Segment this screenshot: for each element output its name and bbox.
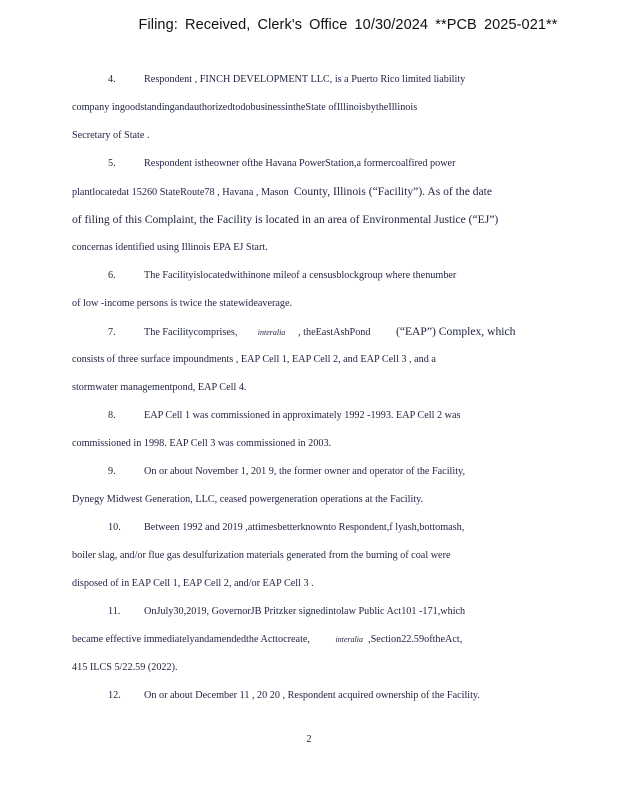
paragraph-number: 5. (108, 158, 116, 169)
line-text: Respondent , FINCH DEVELOPMENT LLC, is a Puerto Rico limited liability (144, 74, 466, 85)
paragraph-7 (72, 318, 544, 402)
paragraph-line (72, 682, 544, 710)
paragraph-number: 11. (108, 606, 121, 617)
paragraph-line (72, 514, 544, 542)
page-number: 2 (306, 734, 312, 745)
paragraph-10 (72, 514, 544, 598)
paragraph-line (72, 178, 544, 206)
line-text: Respondent istheowner ofthe Havana PowerStation,a formercoalfired power (144, 158, 456, 169)
paragraph-number: 8. (108, 410, 116, 421)
paragraph-9 (72, 458, 544, 514)
line-text: Between 1992 and 2019 ,attimesbetterknownto Respondent,f lyash,bottomash, (144, 522, 465, 533)
paragraph-line: company ingoodstandingandauthorizedtodobusinessintheState ofIllinoisbytheIllinois (72, 102, 418, 113)
paragraph-line: boiler slag, and/or flue gas desulfurization materials generated from the burning of coal were (72, 550, 451, 561)
line-text: , theEastAshPond (298, 327, 371, 338)
paragraph-number: 12. (108, 690, 121, 701)
paragraph-number: 6. (108, 270, 116, 281)
paragraph-line (72, 318, 544, 346)
line-text: The Facilitycomprises, (144, 327, 238, 338)
paragraph-line: Secretary of State . (72, 130, 150, 141)
paragraph-line (72, 262, 544, 290)
paragraph-line: 415 ILCS 5/22.59 (2022). (72, 662, 178, 673)
paragraph-number: 4. (108, 74, 116, 85)
paragraph-12 (72, 682, 544, 710)
line-text: The Facilityislocatedwithinone mileof a censusblockgroup where thenumber (144, 270, 457, 281)
paragraph-line (72, 458, 544, 486)
paragraph-line (72, 598, 544, 626)
line-text: On or about December 11 , 20 20 , Respondent acquired ownership of the Facility. (144, 690, 480, 701)
line-text: OnJuly30,2019, GovernorJB Pritzker signedintolaw Public Act101 -171,which (144, 606, 466, 617)
filing-stamp-text: Filing: Received, Clerk's Office 10/30/2024 **PCB 2025-021** (138, 17, 558, 33)
paragraph-line (72, 66, 544, 94)
paragraph-number: 9. (108, 466, 116, 477)
paragraph-line: commissioned in 1998. EAP Cell 3 was commissioned in 2003. (72, 438, 332, 449)
line-text: plantlocatedat 15260 StateRoute78 , Havana , Mason (72, 187, 289, 198)
line-text: EAP Cell 1 was commissioned in approximately 1992 -1993. EAP Cell 2 was (144, 410, 461, 421)
paragraph-line: stormwater managementpond, EAP Cell 4. (72, 382, 247, 393)
paragraph-line: disposed of in EAP Cell 1, EAP Cell 2, and/or EAP Cell 3 . (72, 578, 314, 589)
paragraph-5 (72, 150, 544, 262)
line-text: On or about November 1, 201 9, the former owner and operator of the Facility, (144, 466, 465, 477)
paragraph-11 (72, 598, 544, 682)
paragraph-number: 10. (108, 522, 121, 533)
paragraph-line (72, 402, 544, 430)
filing-stamp-header (0, 17, 618, 33)
paragraph-4 (72, 66, 544, 150)
paragraph-number: 7. (108, 327, 116, 338)
paragraph-line (72, 626, 544, 654)
italic-term: interalia (257, 328, 286, 337)
line-text: became effective immediatelyandamendedthe Acttocreate, (72, 634, 310, 645)
paragraph-line: consists of three surface impoundments , EAP Cell 1, EAP Cell 2, and EAP Cell 3 , and a (72, 354, 436, 365)
italic-term: interalia (335, 635, 363, 644)
paragraph-line: of filing of this Complaint, the Facility is located in an area of Environmental Justice (“EJ”) (72, 213, 499, 226)
paragraph-line: Dynegy Midwest Generation, LLC, ceased powergeneration operations at the Facility. (72, 494, 424, 505)
line-text-large: County, Illinois (“Facility”). As of the date (293, 185, 493, 198)
paragraph-line: of low -income persons is twice the statewideaverage. (72, 298, 293, 309)
document-body (72, 66, 544, 710)
line-text: ,Section22.59oftheAct, (368, 634, 463, 645)
paragraph-line (72, 150, 544, 178)
line-text-large: (“EAP”) Complex, which (395, 325, 516, 338)
paragraph-8 (72, 402, 544, 458)
paragraph-6 (72, 262, 544, 318)
paragraph-line: concernas identified using Illinois EPA EJ Start. (72, 242, 268, 253)
